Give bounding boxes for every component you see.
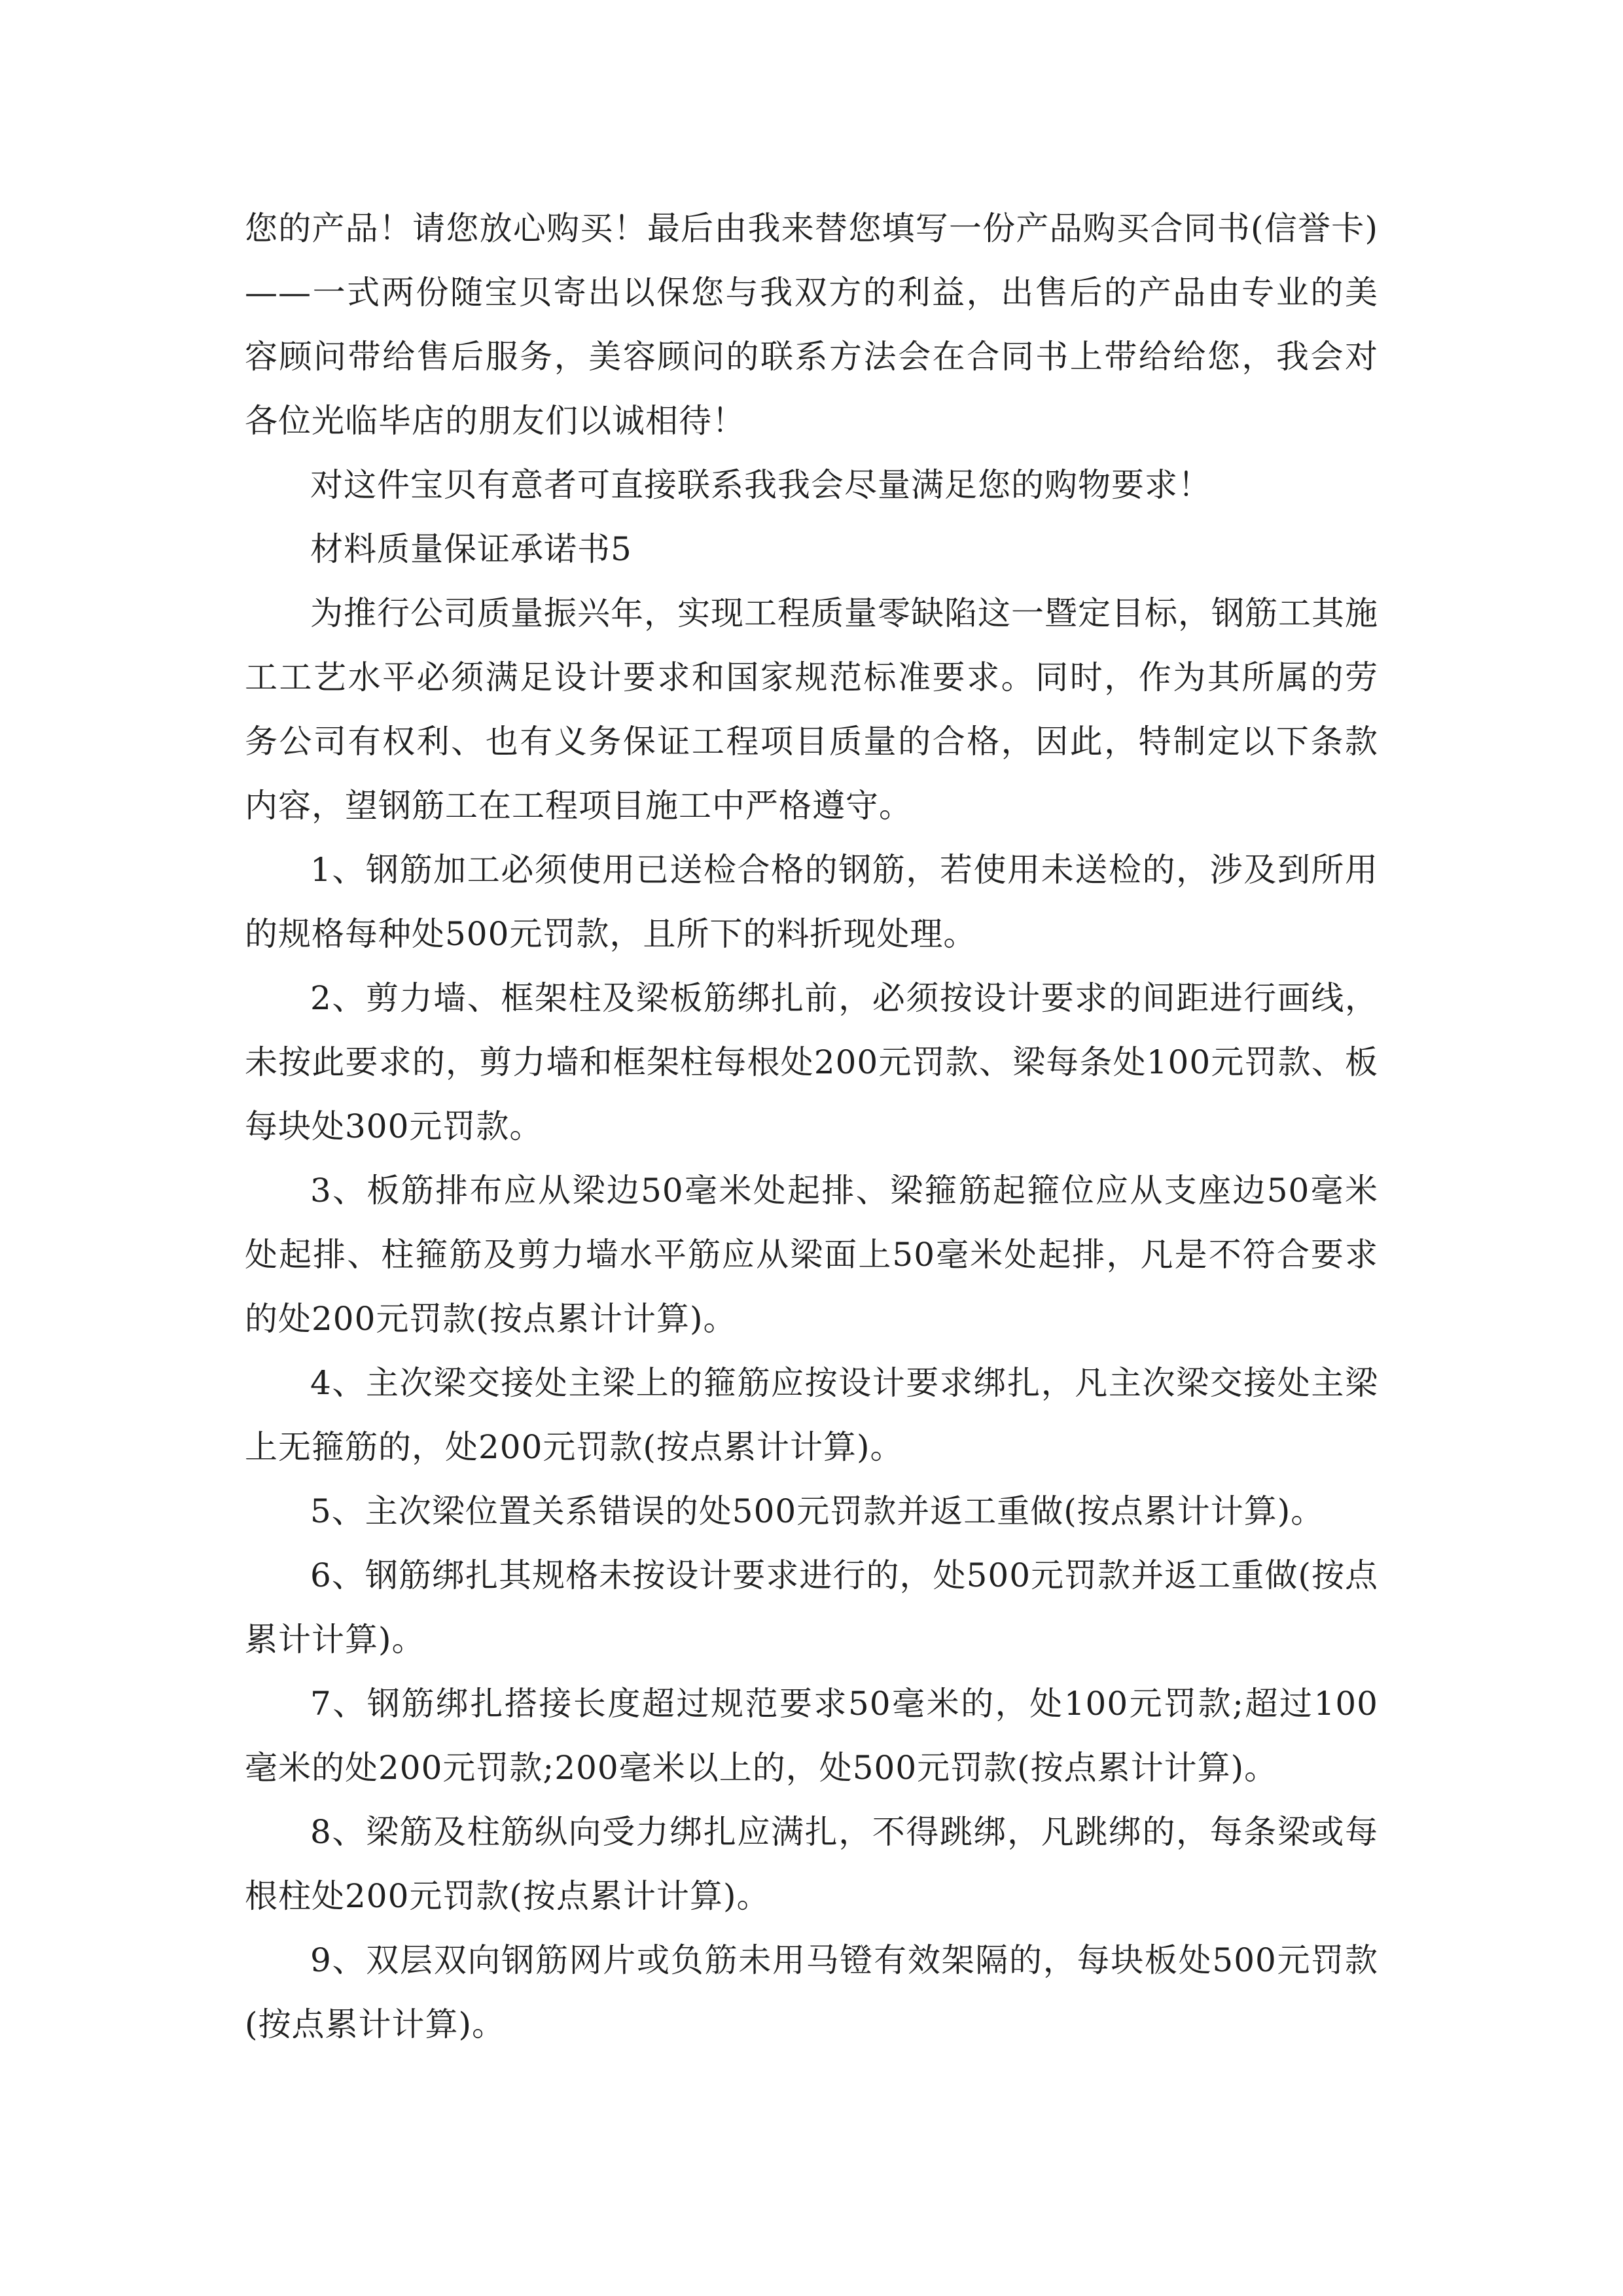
paragraph-contact-note: 对这件宝贝有意者可直接联系我我会尽量满足您的购物要求！ bbox=[310, 466, 1211, 504]
clause-7: 7、钢筋绑扎搭接长度超过规范要求50毫米的，处100元罚款;超过100毫米的处200元罚款;200毫米以上的，处500元罚款(按点累计计算)。 bbox=[245, 1685, 1378, 1787]
document-body bbox=[245, 196, 1378, 2056]
clause-2: 2、剪力墙、框架柱及梁板筋绑扎前，必须按设计要求的间距进行画线，未按此要求的，剪力墙和框架柱每根处200元罚款、梁每条处100元罚款、板每块处300元罚款。 bbox=[245, 979, 1378, 1145]
section-heading: 材料质量保证承诺书5 bbox=[310, 530, 632, 568]
clause-5: 5、主次梁位置关系错误的处500元罚款并返工重做(按点累计计算)。 bbox=[310, 1492, 1325, 1530]
clause-6: 6、钢筋绑扎其规格未按设计要求进行的，处500元罚款并返工重做(按点累计计算)。 bbox=[245, 1556, 1378, 1659]
clause-1: 1、钢筋加工必须使用已送检合格的钢筋，若使用未送检的，涉及到所用的规格每种处500元罚款，且所下的料折现处理。 bbox=[245, 851, 1378, 953]
paragraph-intro-continuation: 您的产品！请您放心购买！最后由我来替您填写一份产品购买合同书(信誉卡)——一式两份随宝贝寄出以保您与我双方的利益，出售后的产品由专业的美容顾问带给售后服务，美容顾问的联系方法会在合同书上带给给您，我会对各位光临毕店的朋友们以诚相待！ bbox=[245, 209, 1378, 440]
clause-9: 9、双层双向钢筋网片或负筋未用马镫有效架隔的，每块板处500元罚款(按点累计计算)。 bbox=[245, 1941, 1378, 2043]
paragraph-preamble: 为推行公司质量振兴年，实现工程质量零缺陷这一暨定目标，钢筋工其施工工艺水平必须满足设计要求和国家规范标准要求。同时，作为其所属的劳务公司有权利、也有义务保证工程项目质量的合格，因此，特制定以下条款内容，望钢筋工在工程项目施工中严格遵守。 bbox=[245, 594, 1378, 825]
clause-3: 3、板筋排布应从梁边50毫米处起排、梁箍筋起箍位应从支座边50毫米处起排、柱箍筋及剪力墙水平筋应从梁面上50毫米处起排，凡是不符合要求的处200元罚款(按点累计计算)。 bbox=[245, 1172, 1378, 1338]
clause-8: 8、梁筋及柱筋纵向受力绑扎应满扎，不得跳绑，凡跳绑的，每条梁或每根柱处200元罚款(按点累计计算)。 bbox=[245, 1813, 1378, 1915]
clause-4: 4、主次梁交接处主梁上的箍筋应按设计要求绑扎，凡主次梁交接处主梁上无箍筋的，处200元罚款(按点累计计算)。 bbox=[245, 1364, 1378, 1466]
